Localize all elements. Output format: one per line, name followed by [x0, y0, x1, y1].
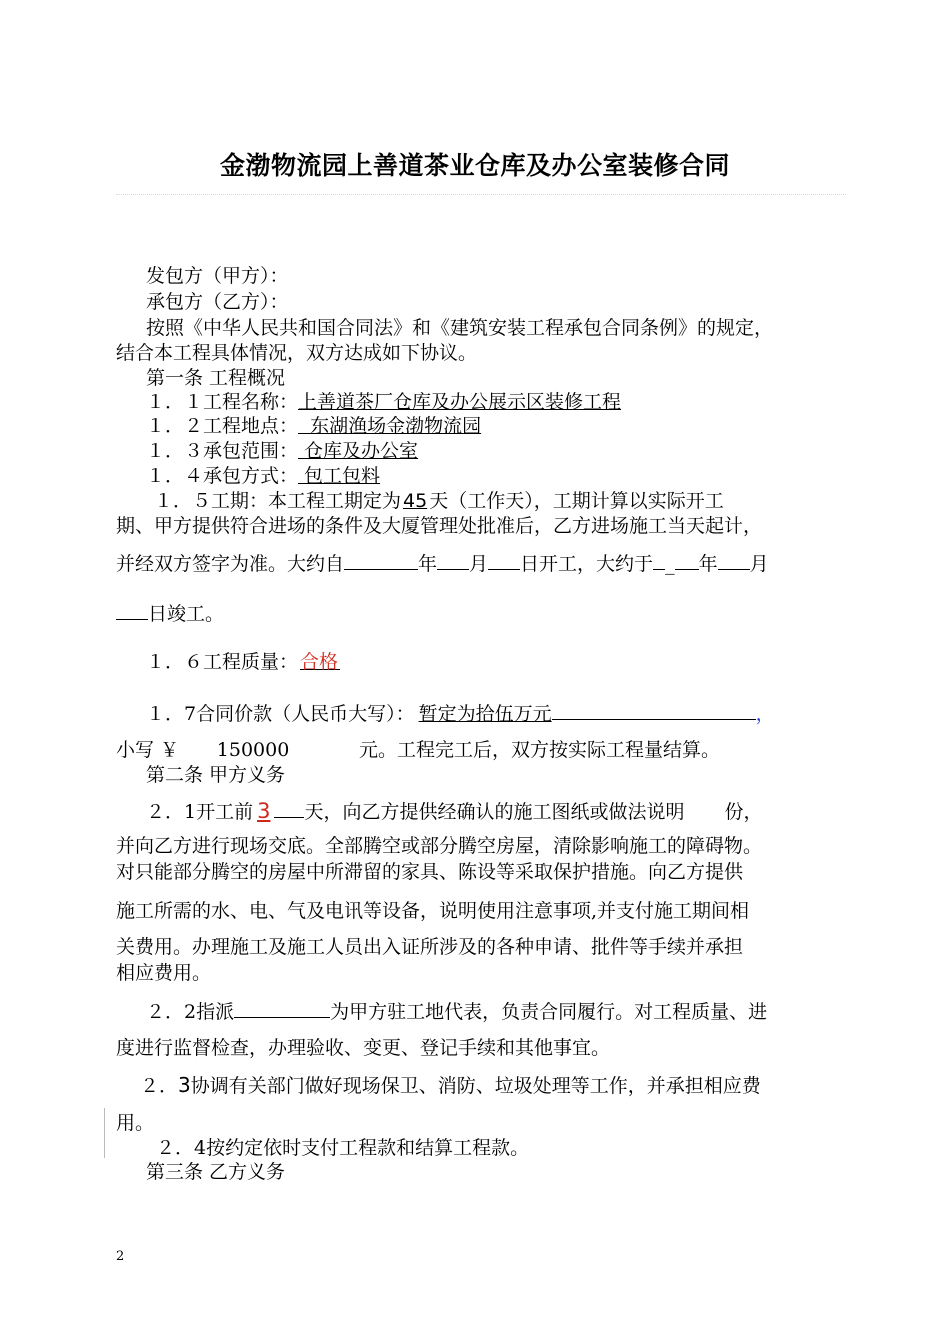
price-small-label: 小写 ￥	[116, 739, 180, 761]
start-month-label: 月	[469, 553, 489, 575]
item-2-3-prefix: ２．	[140, 1075, 179, 1097]
price-words-blank-c[interactable]	[710, 699, 756, 720]
end-year-blank-b[interactable]	[675, 549, 699, 570]
price-small-value: 150000	[216, 739, 290, 761]
title-divider	[116, 194, 846, 195]
item-1-4-label: １．４承包方式：	[146, 465, 299, 487]
quality-value-text: 合格	[300, 651, 339, 673]
item-2-1-line-1	[146, 797, 763, 825]
item-1-5-line-3-text: 并经双方签字为准。大约自	[116, 553, 345, 575]
item-2-1-suffix: 天，向乙方提供经确认的施工图纸或做法说明	[304, 801, 685, 823]
end-year-label: 年	[698, 553, 718, 575]
article-3-heading: 第三条 乙方义务	[146, 1161, 286, 1183]
item-2-2-suffix: 为甲方驻工地代表，负责合同履行。对工程质量、进	[330, 1001, 768, 1023]
item-1-1-label: １．１工程名称：	[146, 391, 299, 413]
item-1-4	[146, 463, 380, 489]
item-1-5-line-2: 期、甲方提供符合进场的条件及大厦管理处批准后，乙方进场施工当天起计，	[116, 515, 763, 537]
item-1-6	[146, 649, 342, 675]
price-words-comma: ，	[755, 703, 775, 725]
margin-change-bar	[104, 1108, 105, 1158]
item-1-5-line-4	[116, 599, 224, 627]
price-words-blank-b[interactable]	[584, 699, 710, 720]
quality-value	[298, 651, 342, 673]
item-1-6-label: １．６工程质量：	[146, 651, 299, 673]
price-small-suffix: 元。工程完工后，双方按实际工程量结算。	[359, 739, 721, 761]
end-year-dash: _	[665, 553, 675, 575]
item-1-3-label: １．３承包范围：	[146, 440, 299, 462]
contract-price-words: 暂定为拾伍万元	[418, 703, 552, 725]
item-2-3-line-1	[140, 1072, 761, 1099]
item-1-7-label: １．7合同价款（人民币大写）：	[146, 703, 415, 725]
price-words-blank-a[interactable]	[552, 699, 584, 720]
end-day-label: 日竣工。	[148, 603, 225, 625]
party-b-line: 承包方（乙方）：	[146, 291, 289, 313]
item-1-2-label: １．２工程地点：	[146, 415, 299, 437]
item-2-1-line-4: 施工所需的水、电、气及电讯等设备，说明使用注意事项,并支付施工期间相	[116, 900, 750, 922]
start-year-blank[interactable]	[344, 549, 418, 570]
end-month-label: 月	[749, 553, 769, 575]
days-before-start-blank[interactable]	[274, 797, 304, 818]
item-2-1-prefix: ２．1开工前	[146, 801, 254, 823]
end-month-blank[interactable]	[718, 549, 750, 570]
start-year-label: 年	[418, 553, 438, 575]
start-month-blank[interactable]	[437, 549, 469, 570]
start-day-blank[interactable]	[488, 549, 520, 570]
item-1-5-prefix: １．５工期：本工程工期定为	[154, 490, 402, 512]
site-representative-blank[interactable]	[234, 997, 330, 1018]
project-location-value: 东湖渔场金渤物流园	[298, 415, 482, 437]
item-2-3-num: 3	[178, 1073, 191, 1097]
intro-line-1: 按照《中华人民共和国合同法》和《建筑安装工程承包合同条例》的规定，	[146, 317, 774, 339]
item-2-1-line-6: 相应费用。	[116, 962, 212, 984]
end-day-blank[interactable]	[116, 599, 148, 620]
item-1-1	[146, 389, 621, 415]
party-a-line: 发包方（甲方）：	[146, 265, 289, 287]
item-1-5-line-3	[116, 549, 769, 577]
document-title: 金渤物流园上善道茶业仓库及办公室装修合同	[219, 151, 730, 180]
contract-scope-value: 仓库及办公室	[298, 440, 419, 462]
item-2-3-line-2: 用。	[116, 1112, 155, 1134]
item-2-2-line-2: 度进行监督检查，办理验收、变更、登记手续和其他事宜。	[116, 1037, 611, 1059]
item-2-3-text: 协调有关部门做好现场保卫、消防、垃圾处理等工作，并承担相应费	[190, 1075, 761, 1097]
item-1-7-small	[116, 737, 720, 763]
item-2-1-line-5: 关费用。办理施工及施工人员出入证所涉及的各种申请、批件等手续并承担	[116, 936, 744, 958]
item-2-2-line-1	[146, 997, 767, 1025]
item-2-4: ２．4按约定依时支付工程款和结算工程款。	[156, 1137, 530, 1159]
item-2-1-line-3: 对只能部分腾空的房屋中所滞留的家具、陈设等采取保护措施。向乙方提供	[116, 861, 744, 883]
item-2-2-prefix: ２．2指派	[146, 1001, 235, 1023]
item-1-3	[146, 438, 418, 464]
item-2-1-line-2: 并向乙方进行现场交底。全部腾空或部分腾空房屋，清除影响施工的障碍物。	[116, 835, 763, 857]
article-2-heading: 第二条 甲方义务	[146, 764, 286, 786]
end-year-blank-a[interactable]	[653, 549, 665, 570]
item-1-2	[146, 413, 481, 439]
days-before-start-value: 3	[257, 799, 271, 823]
intro-line-2: 结合本工程具体情况，双方达成如下协议。	[116, 342, 478, 364]
page-number: 2	[116, 1249, 125, 1264]
duration-days-value: 45	[403, 490, 428, 512]
article-1-heading: 第一条 工程概况	[146, 367, 286, 389]
contract-method-value: 包工包料	[298, 465, 381, 487]
project-name-value: 上善道茶厂仓库及办公展示区装修工程	[298, 391, 622, 413]
item-1-5-suffix: 天（工作天），工期计算以实际开工	[429, 490, 724, 512]
start-day-label: 日开工，大约于	[520, 553, 654, 575]
item-2-1-copies: 份，	[724, 801, 763, 823]
item-1-5-line-1	[154, 488, 724, 514]
item-1-7	[146, 699, 775, 727]
